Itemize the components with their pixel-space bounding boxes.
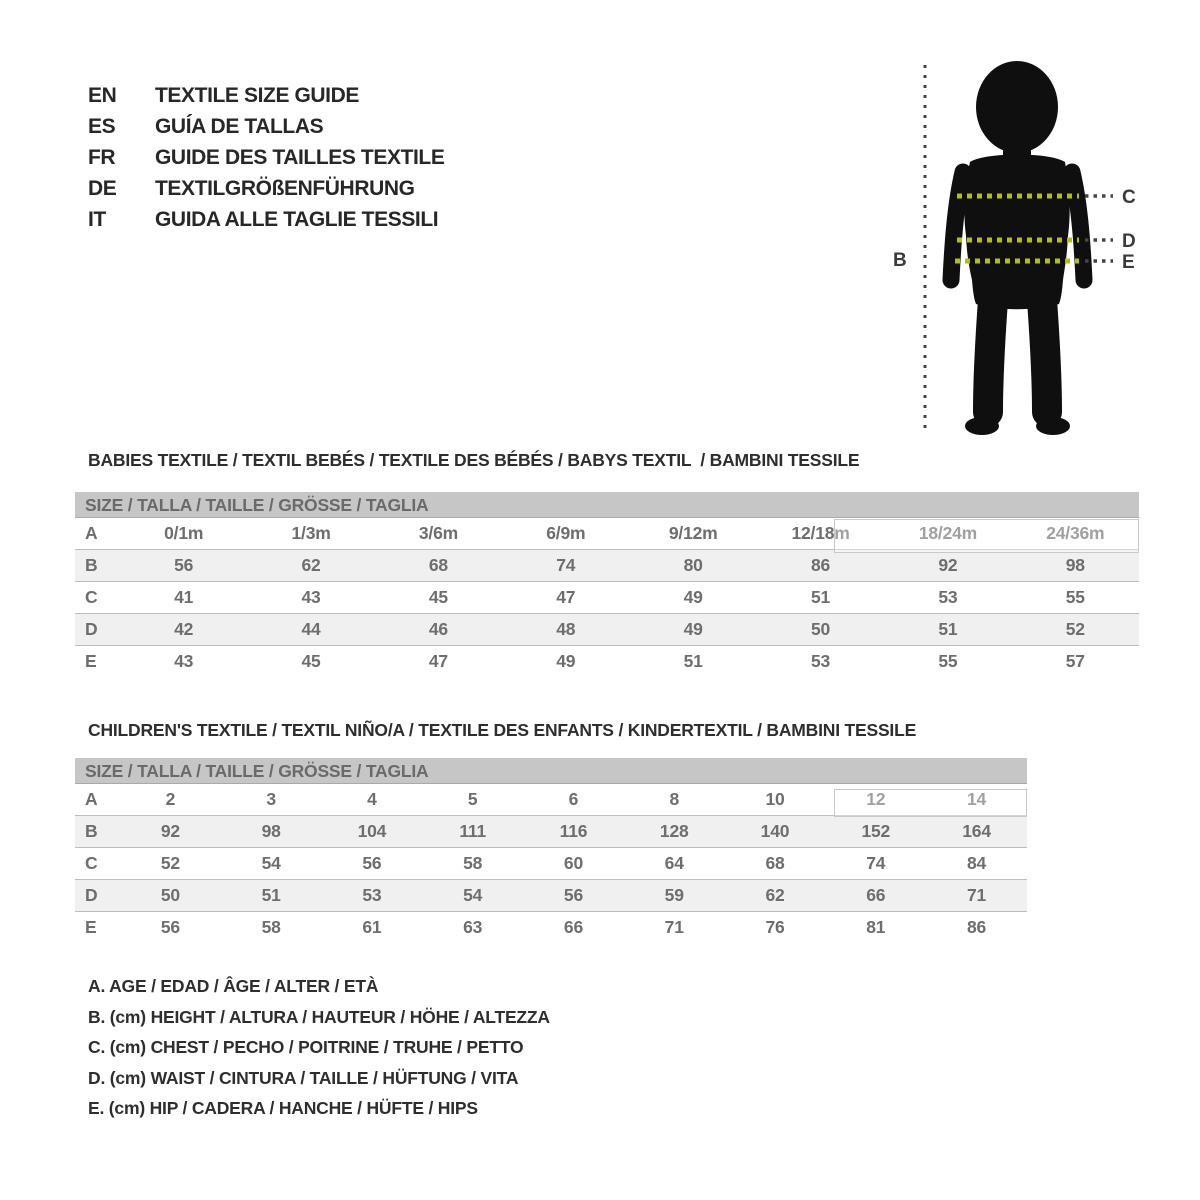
language-code: IT — [88, 208, 106, 231]
cell-value: 14 — [967, 789, 987, 809]
cell-value: 86 — [926, 912, 1027, 944]
cell-value: 58 — [422, 848, 523, 880]
cell-value: 45 — [247, 646, 374, 678]
cell-value: 50 — [120, 880, 221, 912]
legend-item: E. (cm) HIP / CADERA / HANCHE / HÜFTE / HIPS — [88, 1098, 478, 1118]
legend-item: A. AGE / EDAD / ÂGE / ALTER / ETÀ — [88, 976, 379, 996]
cell-value: 98 — [1012, 550, 1139, 582]
cell-value: 9/12m — [668, 523, 718, 543]
cell-value: 6 — [568, 789, 579, 809]
waist-label: D — [1122, 231, 1136, 252]
cell-value: 55 — [884, 646, 1011, 678]
table-row — [75, 614, 1139, 646]
cell-value: 53 — [757, 646, 884, 678]
cell-value: 24/36m — [1046, 523, 1105, 543]
cell-value: 53 — [322, 880, 423, 912]
cell-value: 59 — [624, 880, 725, 912]
cell-value: 52 — [1012, 614, 1139, 646]
cell-value: 5 — [467, 789, 478, 809]
language-code: FR — [88, 146, 116, 169]
cell-value: 44 — [247, 614, 374, 646]
babies-table-header: SIZE / TALLA / TAILLE / GRÖSSE / TAGLIA — [75, 492, 1139, 518]
babies-section-title: BABIES TEXTILE / TEXTIL BEBÉS / TEXTILE DES BÉBÉS / BABYS TEXTIL / BAMBINI TESSILE — [88, 450, 860, 470]
cell-value: 62 — [247, 550, 374, 582]
cell-value: 92 — [120, 816, 221, 848]
table-row — [75, 550, 1139, 582]
row-label: A — [85, 789, 98, 809]
cell-value: 61 — [322, 912, 423, 944]
cell-value: 116 — [523, 816, 624, 848]
chest-label: C — [1122, 187, 1136, 208]
guide-title-text: GUÍA DE TALLAS — [155, 115, 324, 138]
language-title-list — [88, 80, 444, 235]
measurement-figure — [855, 50, 1155, 450]
cell-value: 84 — [926, 848, 1027, 880]
cell-value: 46 — [375, 614, 502, 646]
cell-value: 48 — [502, 614, 629, 646]
guide-title-text: TEXTILGRÖßENFÜHRUNG — [155, 177, 415, 200]
legend-item: B. (cm) HEIGHT / ALTURA / HAUTEUR / HÖHE / ALTEZZA — [88, 1006, 550, 1027]
row-label: B — [75, 550, 120, 582]
table-row — [75, 848, 1027, 880]
language-row — [88, 80, 444, 111]
row-label: D — [75, 614, 120, 646]
cell-value: 10 — [765, 789, 785, 809]
cell-value: 98 — [221, 816, 322, 848]
cell-value: 49 — [630, 582, 757, 614]
row-label: C — [75, 582, 120, 614]
row-label: E — [75, 912, 120, 944]
cell-value: 1/3m — [291, 523, 331, 543]
table-row — [75, 646, 1139, 678]
guide-title-text: TEXTILE SIZE GUIDE — [155, 84, 359, 107]
language-code: DE — [88, 177, 117, 200]
children-table-header: SIZE / TALLA / TAILLE / GRÖSSE / TAGLIA — [75, 758, 1027, 784]
cell-value: 74 — [825, 848, 926, 880]
cell-value: 71 — [926, 880, 1027, 912]
cell-value: 3/6m — [418, 523, 458, 543]
cell-value: 128 — [624, 816, 725, 848]
cell-value: 6/9m — [546, 523, 586, 543]
cell-value: 56 — [120, 912, 221, 944]
table-row — [75, 912, 1027, 944]
hip-label: E — [1122, 252, 1135, 273]
cell-value: 0/1m — [164, 523, 204, 543]
cell-value: 66 — [523, 912, 624, 944]
cell-value: 45 — [375, 582, 502, 614]
cell-value: 12 — [866, 789, 886, 809]
cell-value: 43 — [247, 582, 374, 614]
cell-value: 92 — [884, 550, 1011, 582]
language-row — [88, 111, 444, 142]
table-row — [75, 518, 1139, 550]
cell-value: 56 — [523, 880, 624, 912]
cell-value: 51 — [630, 646, 757, 678]
cell-value: 80 — [630, 550, 757, 582]
measurement-legend — [88, 971, 550, 1124]
language-code: EN — [88, 84, 117, 107]
cell-value: 51 — [757, 582, 884, 614]
language-row — [88, 173, 444, 204]
cell-value: 18/24m — [918, 523, 978, 543]
legend-item: D. (cm) WAIST / CINTURA / TAILLE / HÜFTUNG / VITA — [88, 1067, 519, 1088]
cell-value: 3 — [266, 789, 276, 809]
cell-value: 42 — [120, 614, 247, 646]
guide-title-text: GUIDE DES TAILLES TEXTILE — [155, 146, 445, 169]
cell-value: 140 — [725, 816, 826, 848]
row-label: C — [75, 848, 120, 880]
table-row — [75, 582, 1139, 614]
cell-value: 68 — [375, 550, 502, 582]
cell-value: 164 — [926, 816, 1027, 848]
language-row — [88, 204, 444, 235]
cell-value: 56 — [322, 848, 423, 880]
cell-value: 51 — [221, 880, 322, 912]
cell-value: 53 — [884, 582, 1011, 614]
cell-value: 66 — [825, 880, 926, 912]
cell-value: 47 — [502, 582, 629, 614]
table-row — [75, 784, 1027, 816]
cell-value: 74 — [502, 550, 629, 582]
babies-size-table — [75, 492, 1139, 677]
cell-value: 111 — [422, 816, 523, 848]
cell-value: 56 — [120, 550, 247, 582]
row-label: D — [75, 880, 120, 912]
row-label: A — [85, 523, 98, 543]
language-row — [88, 142, 444, 173]
cell-value: 58 — [221, 912, 322, 944]
cell-value: 47 — [375, 646, 502, 678]
guide-title-text: GUIDA ALLE TAGLIE TESSILI — [155, 208, 439, 231]
table-row — [75, 880, 1027, 912]
row-label: E — [75, 646, 120, 678]
cell-value: 63 — [422, 912, 523, 944]
cell-value: 60 — [523, 848, 624, 880]
row-label: B — [75, 816, 120, 848]
table-row — [75, 816, 1027, 848]
cell-value: 68 — [725, 848, 826, 880]
cell-value: 49 — [502, 646, 629, 678]
children-section-title: CHILDREN'S TEXTILE / TEXTIL NIÑO/A / TEXTILE DES ENFANTS / KINDERTEXTIL / BAMBINI TESSILE — [88, 720, 917, 740]
cell-value: 62 — [725, 880, 826, 912]
legend-item: C. (cm) CHEST / PECHO / POITRINE / TRUHE / PETTO — [88, 1037, 524, 1057]
cell-value: 104 — [322, 816, 423, 848]
cell-value: 52 — [120, 848, 221, 880]
cell-value: 55 — [1012, 582, 1139, 614]
cell-value: 51 — [884, 614, 1011, 646]
height-label: B — [893, 250, 907, 271]
language-code: ES — [88, 115, 116, 138]
cell-value: 57 — [1012, 646, 1139, 678]
cell-value: 152 — [825, 816, 926, 848]
cell-value: 43 — [120, 646, 247, 678]
cell-value: 50 — [757, 614, 884, 646]
cell-value: 76 — [725, 912, 826, 944]
children-size-table — [75, 758, 1027, 943]
cell-value: 54 — [221, 848, 322, 880]
cell-value: 86 — [757, 550, 884, 582]
cell-value: 4 — [367, 789, 377, 809]
cell-value: 41 — [120, 582, 247, 614]
cell-value: 64 — [624, 848, 725, 880]
cell-value: 2 — [165, 789, 176, 809]
child-silhouette — [951, 61, 1084, 435]
cell-value: 49 — [630, 614, 757, 646]
cell-value: 8 — [669, 789, 679, 809]
cell-value: 81 — [825, 912, 926, 944]
cell-value: 12/18m — [791, 523, 850, 543]
cell-value: 71 — [624, 912, 725, 944]
cell-value: 54 — [422, 880, 523, 912]
